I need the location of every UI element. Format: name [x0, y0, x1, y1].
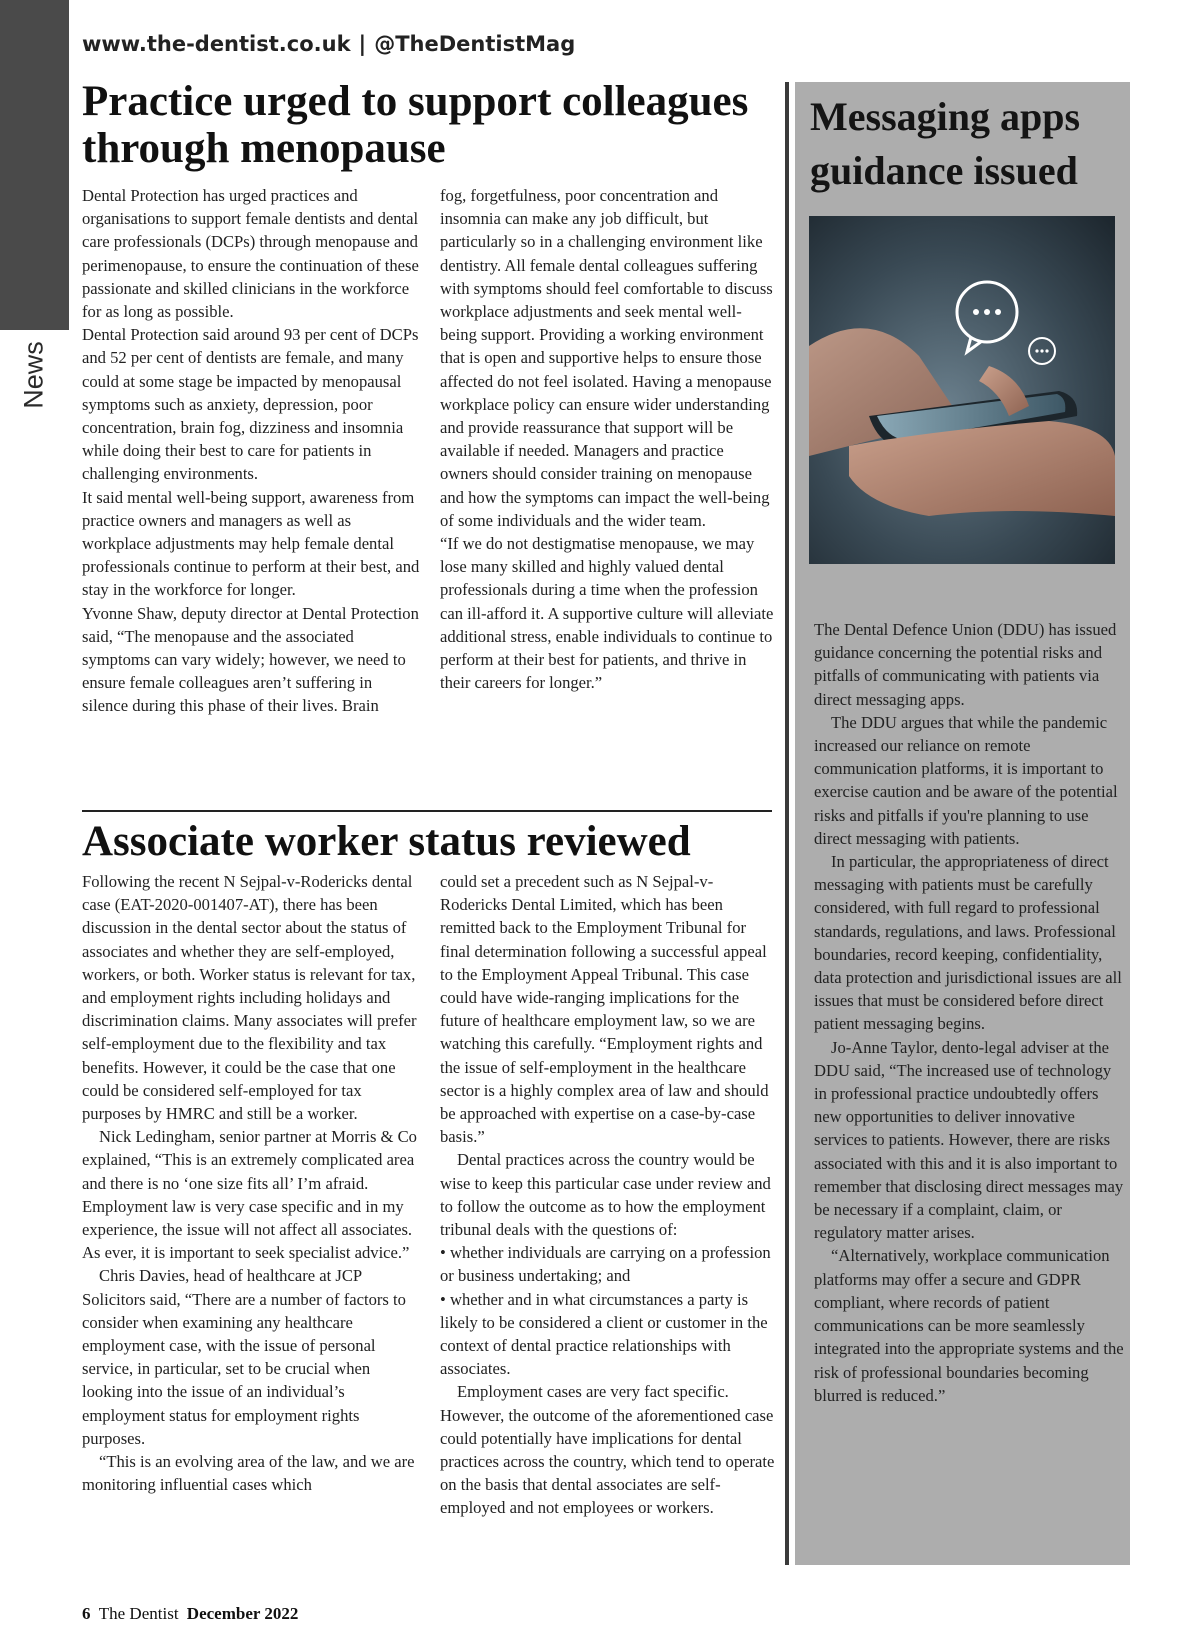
paragraph: “This is an evolving area of the law, and we are monitoring influential cases which [82, 1452, 415, 1495]
paragraph: could set a precedent such as N Sejpal-v-Rodericks Dental Limited, which has been remitted back to the Employment Tribunal for final determination following a successful appeal to the Employment Appeal Tribunal. This case could have wide-ranging implications for the future of healthcare employment law, so we are watching this carefully. “Employment rights and the issue of self-employment in the healthcare sector is a highly complex area of law and should be approached with expertise on a case-by-case basis.” [440, 872, 769, 1147]
paragraph: “Alternatively, workplace communication platforms may offer a secure and GDPR compliant, where records of patient communications can be more seamlessly integrated into the appropriate systems and the risk of professional boundaries becoming blurred is reduced.” [814, 1246, 1124, 1405]
paragraph: Following the recent N Sejpal-v-Rodericks dental case (EAT-2020-001407-AT), there has been discussion in the dental sector about the status of associates and whether they are self-employed, workers, or both. Worker status is relevant for tax, and employment rights including holidays and discrimination claims. Many associates will prefer self-employment due to the flexibility and tax benefits. However, it could be the case that one could be considered self-employed for tax purposes by HMRC and still be a worker. [82, 872, 417, 1124]
paragraph: In particular, the appropriateness of direct messaging with patients must be carefully considered, with full regard to professional standards, regulations, and laws. Professional boundaries, record keeping, confidentiality, data protection and jurisdictional issues are all issues that must be considered before direct patient messaging begins. [814, 852, 1122, 1034]
masthead [82, 32, 575, 56]
article-menopause-title: Practice urged to support colleagues through menopause [82, 78, 749, 172]
paragraph: Dental Protection said around 93 per cent of DCPs and 52 per cent of dentists are female, and many could at some stage be impacted by menopausal symptoms such as anxiety, depression, poor concentration, brain fog, dizziness and insomnia while doing their best to care for patients in challenging environments. [82, 325, 419, 484]
article-associate-column-right [440, 870, 775, 1520]
page-number: 6 [82, 1604, 91, 1623]
paragraph: Dental practices across the country would be wise to keep this particular case under review and to follow the outcome as to how the employment tribunal deals with the questions of: [440, 1150, 771, 1240]
article-associate-column-left [82, 870, 417, 1496]
paragraph: Dental Protection has urged practices and organisations to support female dentists and dental care professionals (DCPs) through menopause and perimenopause, to ensure the continuation of these passionate and skilled clinicians in the workforce for as long as possible. [82, 186, 419, 322]
paragraph: Jo-Anne Taylor, dento-legal adviser at the DDU said, “The increased use of technology in professional practice undoubtedly offers new opportunities to deliver innovative services to patients. However, there are risks associated with this and it is also important to remember that disclosing direct messages may be necessary if a complaint, claim, or regulatory matter arises. [814, 1037, 1124, 1243]
twitter-handle[interactable]: @TheDentistMag [374, 32, 576, 56]
issue-date: December 2022 [186, 1604, 299, 1623]
article-messaging-title: Messaging apps guidance issued [810, 94, 1081, 193]
publication-name: The Dentist [98, 1604, 179, 1623]
paragraph: Chris Davies, head of healthcare at JCP Solicitors said, “There are a number of factors to consider when examining any healthcare employment case, with the issue of personal service, in particular, set to be crucial when looking into the issue of an individual’s employment status for employment rights purposes. [82, 1266, 406, 1448]
section-color-bar [0, 0, 69, 330]
section-label: News [18, 341, 49, 409]
paragraph: Nick Ledingham, senior partner at Morris & Co explained, “This is an extremely complicated area and there is no ‘one size fits all’ I’m afraid. Employment law is very case specific and in my experience, the issue will not affect all associates. As ever, it is important to seek specialist advice.” [82, 1127, 417, 1263]
paragraph: fog, forgetfulness, poor concentration and insomnia can make any job difficult, but particularly so in a challenging environment like dentistry. All female dental colleagues suffering with symptoms should feel comfortable to discuss workplace adjustments and seek mental well-being support. Providing a working environment that is open and supportive helps to ensure those affected do not feel isolated. Having a menopause workplace policy can ensure wider understanding and provide reassurance that support will be available if needed. Managers and practice owners should consider training on menopause and how the symptoms can impact the well-being of some individuals and the wider team. [440, 186, 773, 530]
paragraph: The Dental Defence Union (DDU) has issued guidance concerning the potential risks and pitfalls of communicating with patients via direct messaging apps. [814, 620, 1117, 709]
article-menopause-column-right [440, 184, 775, 694]
page-footer [82, 1604, 298, 1624]
article-menopause [82, 78, 774, 172]
paragraph: Employment cases are very fact specific. However, the outcome of the aforementioned case could potentially have implications for dental practices across the country, which tend to operate on the basis that dental associates are self-employed and not employees or workers. [440, 1382, 775, 1518]
bullet-item: • whether and in what circumstances a party is likely to be considered a client or customer in the context of dental practice relationships with associates. [440, 1289, 768, 1379]
phone-messaging-photo [809, 216, 1115, 564]
article-associate-title: Associate worker status reviewed [82, 818, 691, 865]
article-menopause-column-left [82, 184, 422, 718]
paragraph: “If we do not destigmatise menopause, we may lose many skilled and highly valued dental professionals during a time when the profession can ill-afford it. A supportive culture will alleviate additional stress, enable individuals to continue to perform at their best for patients, and thrive in their careers for longer.” [440, 534, 774, 693]
website-link[interactable]: www.the-dentist.co.uk [82, 32, 351, 56]
paragraph: It said mental well-being support, awareness from practice owners and managers as well as workplace adjustments may help female dental professionals continue to perform at their best, and stay in the workforce for longer. [82, 487, 420, 600]
paragraph: Yvonne Shaw, deputy director at Dental Protection said, “The menopause and the associated symptoms can vary widely; however, we need to ensure female colleagues aren’t suffering in silence during this phase of their lives. Brain [82, 603, 419, 716]
masthead-separator: | [358, 32, 367, 56]
sidebar-rule [785, 82, 789, 1565]
article-divider [82, 810, 772, 812]
bullet-item: • whether individuals are carrying on a profession or business undertaking; and [440, 1243, 771, 1286]
paragraph: The DDU argues that while the pandemic increased our reliance on remote communication platforms, it is important to exercise caution and be aware of the potential risks and pitfalls if you're planning to use direct messaging with patients. [814, 712, 1118, 848]
article-messaging-body [814, 618, 1124, 1407]
